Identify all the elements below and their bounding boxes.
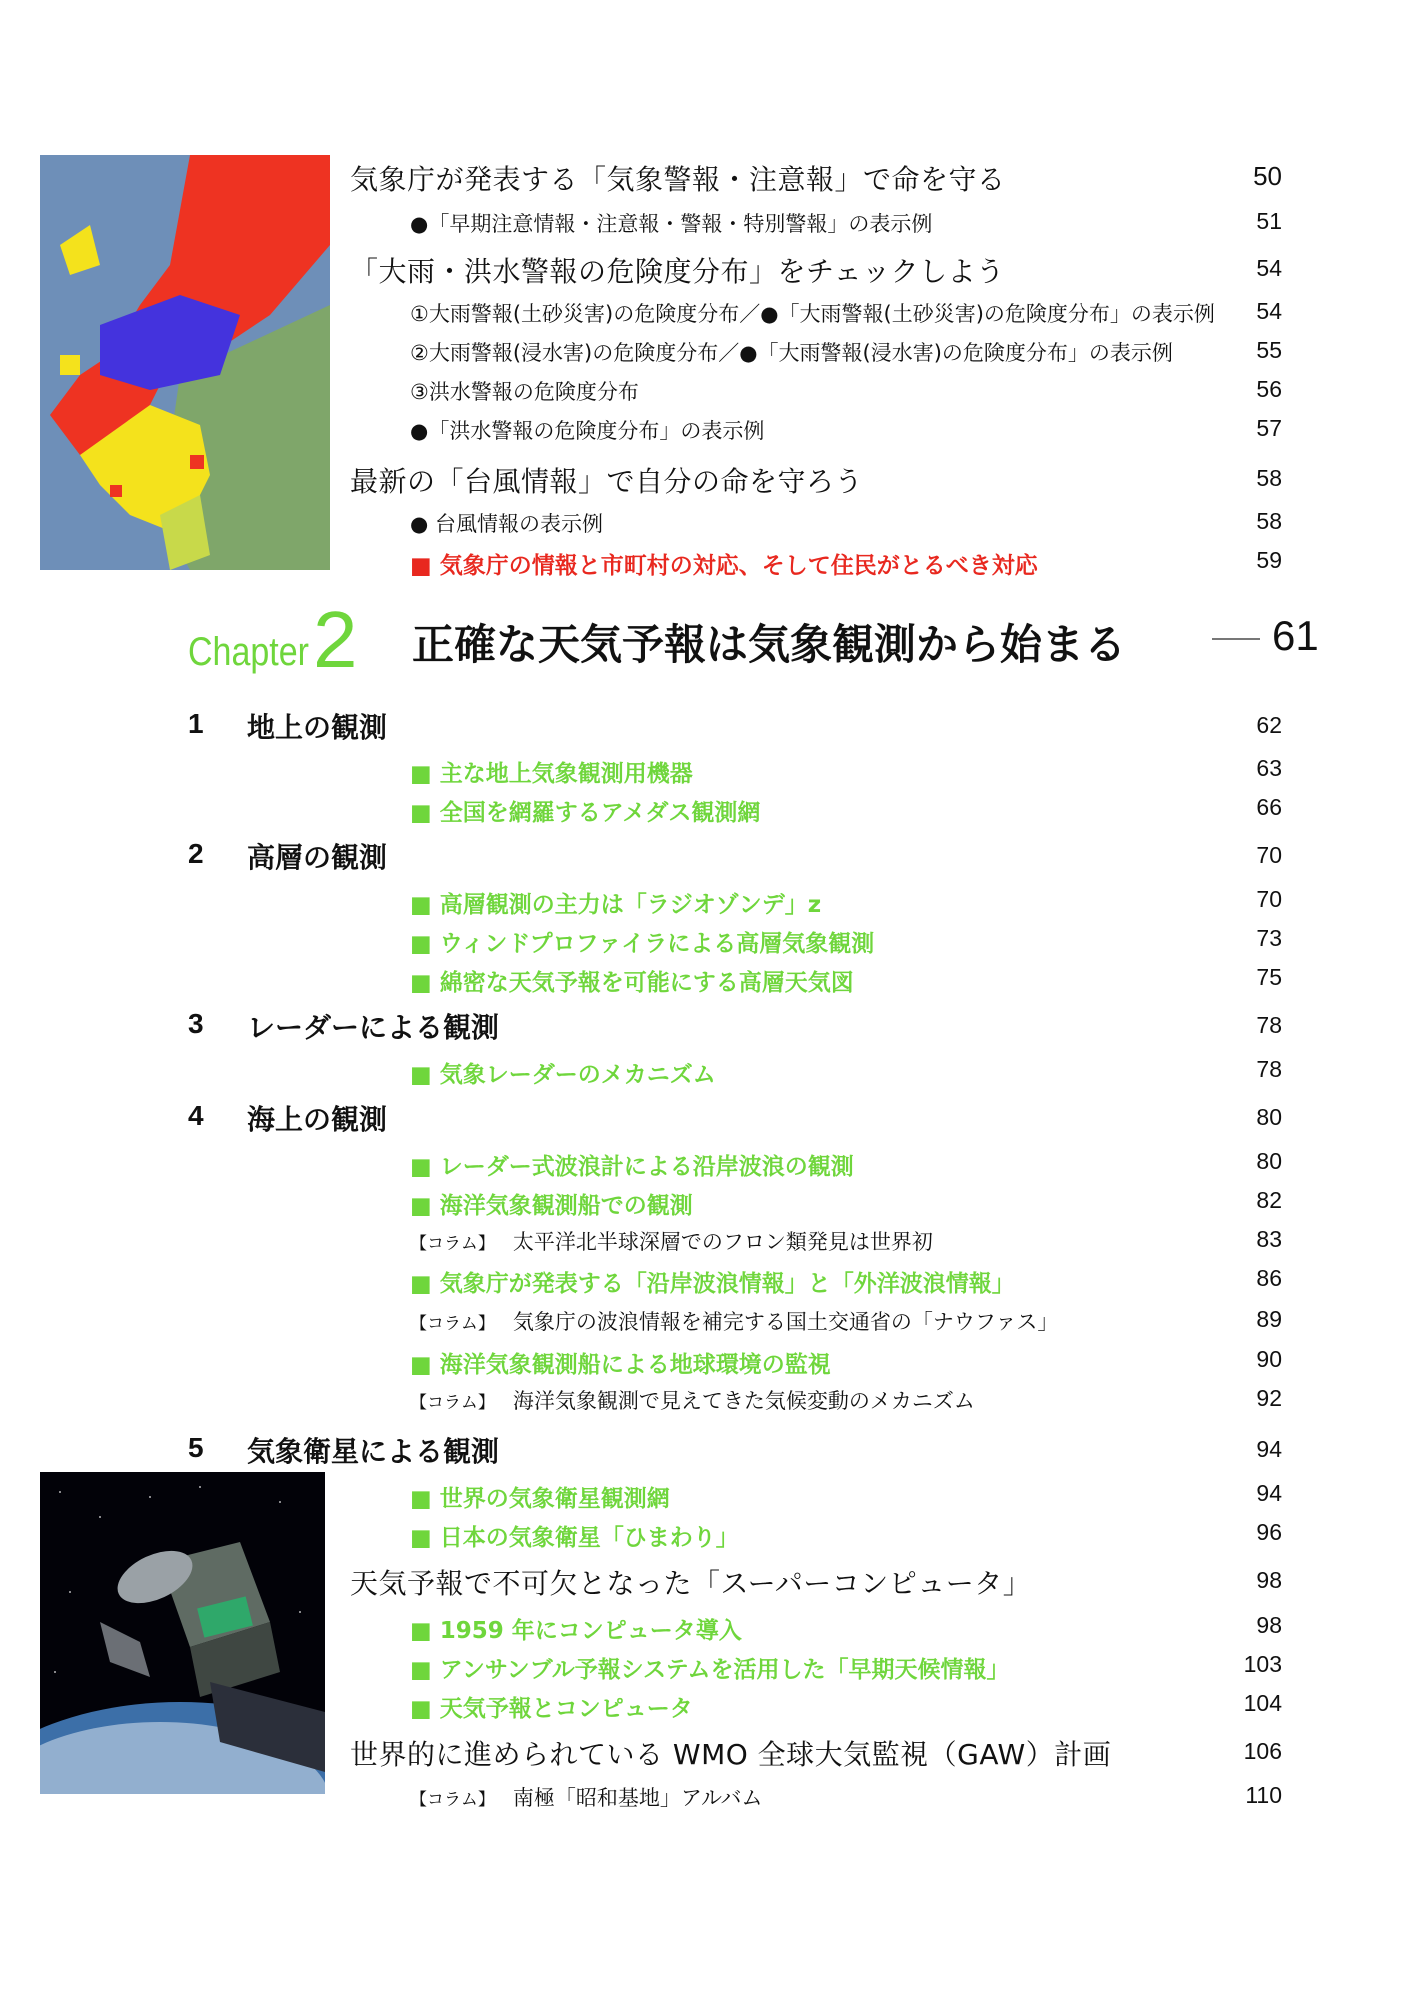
page-number: 78 [1256, 1012, 1282, 1038]
page-number: 106 [1243, 1738, 1282, 1764]
page-number: 98 [1256, 1567, 1282, 1593]
section-title[interactable]: レーダーによる観測 [247, 1011, 500, 1044]
column-text: 海洋気象観測で見えてきた気候変動のメカニズム [512, 1389, 975, 1413]
topic-item[interactable]: ■ 気象レーダーのメカニズム [410, 1062, 716, 1088]
page-number: 92 [1256, 1385, 1282, 1411]
topic-item[interactable]: ■ 海洋気象観測船での観測 [410, 1193, 693, 1219]
chapter-word: Chapter [188, 630, 309, 674]
column-item[interactable] [410, 1385, 975, 1415]
subitem[interactable]: ①大雨警報(土砂災害)の危険度分布／●「大雨警報(土砂災害)の危険度分布」の表示例 [410, 302, 1215, 326]
section-title[interactable]: 気象衛星による観測 [247, 1435, 500, 1468]
topic-item[interactable]: ■ 天気予報とコンピュータ [410, 1696, 693, 1722]
column-text: 南極「昭和基地」アルバム [512, 1786, 763, 1810]
page-number: 56 [1256, 376, 1282, 402]
section-number: 4 [188, 1100, 204, 1131]
subitem[interactable]: ③洪水警報の危険度分布 [410, 380, 639, 404]
column-item[interactable] [410, 1306, 1058, 1336]
page-number: 66 [1256, 794, 1282, 820]
section-title[interactable]: 海上の観測 [247, 1103, 388, 1136]
page-number: 59 [1256, 547, 1282, 573]
topic-item[interactable]: ■ アンサンブル予報システムを活用した「早期天候情報」 [410, 1657, 1010, 1683]
page-number: 90 [1256, 1346, 1282, 1372]
page-number: 54 [1256, 255, 1282, 281]
subitem[interactable]: ②大雨警報(浸水害)の危険度分布／●「大雨警報(浸水害)の危険度分布」の表示例 [410, 341, 1173, 365]
chapter-title[interactable]: 正確な天気予報は気象観測から始まる [412, 620, 1127, 669]
page-number: 54 [1256, 298, 1282, 324]
page-number: 96 [1256, 1519, 1282, 1545]
column-tag: 【コラム】 [410, 1313, 495, 1334]
subitem[interactable]: ●「早期注意情報・注意報・警報・特別警報」の表示例 [410, 212, 933, 236]
topic-item[interactable]: ■ 海洋気象観測船による地球環境の監視 [410, 1352, 831, 1378]
topic-item[interactable]: ■ ウィンドプロファイラによる高層気象観測 [410, 931, 875, 957]
section-title[interactable]: 天気予報で不可欠となった「スーパーコンピュータ」 [350, 1567, 1032, 1600]
chapter-leader-dash [1212, 638, 1260, 640]
section-title[interactable]: 世界的に進められている WMO 全球大気監視（GAW）計画 [350, 1738, 1112, 1771]
satellite-graphic [40, 1472, 325, 1794]
column-text: 気象庁の波浪情報を補完する国土交通省の「ナウファス」 [512, 1310, 1059, 1334]
page-number: 58 [1256, 465, 1282, 491]
topic-item[interactable]: ■ 日本の気象衛星「ひまわり」 [410, 1525, 739, 1551]
page-number: 89 [1256, 1306, 1282, 1332]
page-number: 103 [1243, 1651, 1282, 1677]
page-number: 80 [1256, 1148, 1282, 1174]
column-item[interactable] [410, 1226, 933, 1256]
chapter-page-number: 61 [1272, 612, 1319, 659]
page-number: 82 [1256, 1187, 1282, 1213]
topic-item[interactable]: ■ 気象庁が発表する「沿岸波浪情報」と「外洋波浪情報」 [410, 1271, 1015, 1297]
page-number: 83 [1256, 1226, 1282, 1252]
page-number: 50 [1253, 161, 1282, 191]
page-number: 58 [1256, 508, 1282, 534]
section-title[interactable]: 気象庁が発表する「気象警報・注意報」で命を守る [350, 163, 1006, 196]
section-number: 3 [188, 1008, 204, 1039]
risk-distribution-map-image [40, 155, 330, 570]
section-number: 2 [188, 838, 204, 869]
section-title[interactable]: 最新の「台風情報」で自分の命を守ろう [350, 465, 864, 498]
weather-satellite-image [40, 1472, 325, 1794]
page-number: 63 [1256, 755, 1282, 781]
topic-item[interactable]: ■ 世界の気象衛星観測網 [410, 1486, 670, 1512]
section-title[interactable]: 高層の観測 [247, 841, 388, 874]
section-title[interactable]: 「大雨・洪水警報の危険度分布」をチェックしよう [350, 255, 1005, 288]
page-number: 86 [1256, 1265, 1282, 1291]
column-tag: 【コラム】 [410, 1789, 495, 1810]
chapter-label [188, 595, 358, 684]
topic-item[interactable]: ■ 綿密な天気予報を可能にする高層天気図 [410, 970, 854, 996]
page-number: 55 [1256, 337, 1282, 363]
page-number: 70 [1256, 886, 1282, 912]
section-title[interactable]: 地上の観測 [247, 711, 388, 744]
page-number: 73 [1256, 925, 1282, 951]
page-number: 62 [1256, 712, 1282, 738]
page-number: 57 [1256, 415, 1282, 441]
topic-item[interactable]: ■ 主な地上気象観測用機器 [410, 761, 693, 787]
column-item[interactable] [410, 1782, 763, 1812]
page-number: 80 [1256, 1104, 1282, 1130]
topic-item[interactable]: ■ 高層観測の主力は「ラジオゾンデ」z [410, 892, 822, 918]
section-number: 1 [188, 708, 204, 739]
page-number: 51 [1256, 208, 1282, 234]
page-number: 94 [1256, 1480, 1282, 1506]
page-number: 94 [1256, 1436, 1282, 1462]
section-number: 5 [188, 1432, 204, 1463]
chapter-number: 2 [313, 595, 358, 684]
column-tag: 【コラム】 [410, 1392, 495, 1413]
subitem-highlight[interactable]: ■ 気象庁の情報と市町村の対応、そして住民がとるべき対応 [410, 553, 1038, 579]
map-graphic [40, 155, 330, 570]
column-text: 太平洋北半球深層でのフロン類発見は世界初 [512, 1230, 933, 1254]
topic-item[interactable]: ■ 全国を網羅するアメダス観測網 [410, 800, 761, 826]
page-number: 110 [1245, 1782, 1282, 1808]
page-number: 70 [1256, 842, 1282, 868]
page-number: 104 [1243, 1690, 1282, 1716]
page-number: 78 [1256, 1056, 1282, 1082]
subitem[interactable]: ●「洪水警報の危険度分布」の表示例 [410, 419, 765, 443]
topic-item[interactable]: ■ 1959 年にコンピュータ導入 [410, 1618, 742, 1644]
page-number: 98 [1256, 1612, 1282, 1638]
page-number: 75 [1256, 964, 1282, 990]
subitem[interactable]: ● 台風情報の表示例 [410, 512, 603, 536]
topic-item[interactable]: ■ レーダー式波浪計による沿岸波浪の観測 [410, 1154, 854, 1180]
column-tag: 【コラム】 [410, 1233, 495, 1254]
